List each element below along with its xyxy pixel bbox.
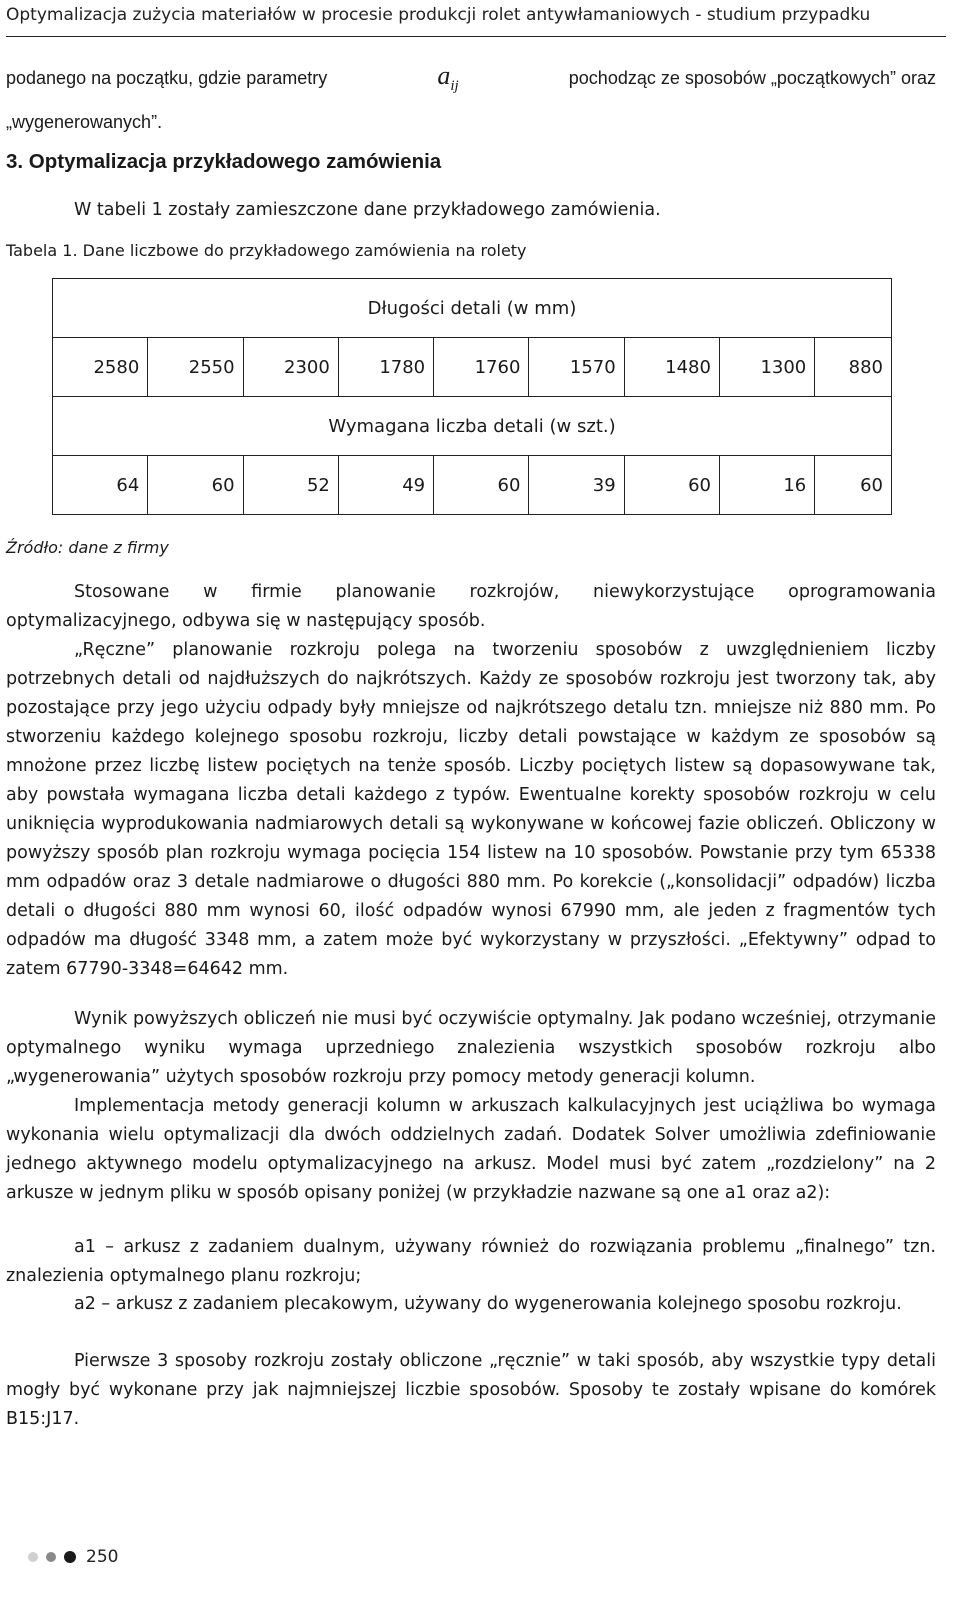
length-cell: 1780 xyxy=(338,338,433,397)
table-row-quantities xyxy=(53,456,892,515)
paragraph-first-patterns: Pierwsze 3 sposoby rozkroju zostały obliczone „ręcznie” w taki sposób, aby wszystkie typy detali mogły być wykonane przy jak najmniejszej liczbie sposobów. Sposoby te zostały wpisane do komórek B15:J17. xyxy=(6,1351,936,1429)
symbol-base: a xyxy=(437,61,451,90)
paragraph-table-intro: W tabeli 1 zostały zamieszczone dane przykładowego zamówienia. xyxy=(74,200,661,220)
intro-after-part1: pochodząc ze sposobów „początkowych” oraz xyxy=(568,68,936,88)
intro-sentence xyxy=(6,62,936,136)
running-header-text: Optymalizacja zużycia materiałów w procesie produkcji rolet antywłamaniowych - studium przypadku xyxy=(6,5,871,25)
table-row-header-quantities xyxy=(53,397,892,456)
quantity-cell: 39 xyxy=(529,456,624,515)
symbol-aij xyxy=(437,62,458,100)
quantity-cell: 64 xyxy=(53,456,148,515)
section-heading: 3. Optymalizacja przykładowego zamówienia xyxy=(6,150,442,173)
quantity-cell: 52 xyxy=(243,456,338,515)
page-footer xyxy=(28,1545,118,1569)
length-cell: 2300 xyxy=(243,338,338,397)
length-cell: 1570 xyxy=(529,338,624,397)
paragraph-implementation: Implementacja metody generacji kolumn w arkuszach kalkulacyjnych jest uciążliwa bo wymaga wykonania wielu optymalizacji dla dwóch oddzielnych zadań. Dodatek Solver umożliwia zdefiniowanie jednego aktywnego modelu optymalizacyjnego na arkusz. Model musi być zatem „rozdzielony” na 2 arkusze w jednym pliku w sposób opisany poniżej (w przykładzie nazwane są one a1 oraz a2): xyxy=(6,1096,936,1203)
table-source: Źródło: dane z firmy xyxy=(6,538,169,557)
symbol-sub: ij xyxy=(450,78,459,95)
running-header xyxy=(6,2,946,37)
quantity-cell: 60 xyxy=(148,456,243,515)
quantity-cell: 60 xyxy=(434,456,529,515)
intro-before: podanego na początku, gdzie parametry xyxy=(6,68,328,88)
paragraph-sheet-a2: a2 – arkusz z zadaniem plecakowym, używany do wygenerowania kolejnego sposobu rozkroju. xyxy=(74,1294,902,1314)
quantity-cell: 60 xyxy=(815,456,892,515)
footer-dot-medium xyxy=(46,1552,56,1562)
length-cell: 1480 xyxy=(624,338,719,397)
data-table xyxy=(52,278,892,515)
quantity-cell: 49 xyxy=(338,456,433,515)
page-number: 250 xyxy=(86,1547,119,1567)
paragraph-manual-planning: „Ręczne” planowanie rozkroju polega na tworzeniu sposobów z uwzględnieniem liczby potrzebnych detali od najdłuższych do najkrótszych. Każdy ze sposobów rozkroju jest tworzony tak, aby pozostające przy jego użyciu odpady były mniejsze od najkrótszego detalu tzn. mniejsze niż 880 mm. Po stworzeniu każdego kolejnego sposobu rozkroju, liczby detali powstające w każdym ze sposobów są mnożone przez liczbę listew pociętych na tenże sposób. Liczby pociętych listew są dopasowywane tak, aby powstała wymagana liczba detali każdego z typów. Ewentualne korekty sposobów rozkroju w celu uniknięcia wyprodukowania nadmiarowych detali są wykonywane w końcowej fazie obliczeń. Obliczony w powyższy sposób plan rozkroju wymaga pocięcia 154 listew na 10 sposobów. Powstanie przy tym 65338 mm odpadów oraz 3 detale nadmiarowe o długości 880 mm. Po korekcie („konsolidacji” odpadów) liczba detali o długości 880 mm wynosi 60, ilość odpadów wynosi 67990 mm, ale jeden z fragmentów tych odpadów ma długość 3348 mm, a zatem może być wykorzystany w przyszłości. „Efektywny” odpad to zatem 67790-3348=64642 mm. xyxy=(6,640,936,979)
intro-after-part2: „wygenerowanych”. xyxy=(6,112,163,133)
table-row-lengths xyxy=(53,338,892,397)
paragraph-sheet-a1: a1 – arkusz z zadaniem dualnym, używany również do rozwiązania problemu „finalnego” tzn. znalezienia optymalnego planu rozkroju; xyxy=(6,1237,936,1286)
header-lengths: Długości detali (w mm) xyxy=(53,279,892,338)
footer-dot-light xyxy=(28,1552,38,1562)
intro-line-1 xyxy=(6,62,936,100)
length-cell: 2550 xyxy=(148,338,243,397)
table-row-header-lengths xyxy=(53,279,892,338)
paragraph-result: Wynik powyższych obliczeń nie musi być oczywiście optymalny. Jak podano wcześniej, otrzymanie optymalnego wyniku wymaga uprzedniego znalezienia wszystkich sposobów rozkroju albo „wygenerowania” użytych sposobów rozkroju przy pomocy metody generacji kolumn. xyxy=(6,1009,936,1087)
quantity-cell: 60 xyxy=(624,456,719,515)
footer-dot-dark xyxy=(64,1551,76,1563)
length-cell: 1760 xyxy=(434,338,529,397)
table-caption: Tabela 1. Dane liczbowe do przykładowego zamówienia na rolety xyxy=(6,241,527,260)
quantity-cell: 16 xyxy=(719,456,814,515)
paragraph-method-intro: Stosowane w firmie planowanie rozkrojów, niewykorzystujące oprogramowania optymalizacyjnego, odbywa się w następujący sposób. xyxy=(6,582,936,631)
length-cell: 880 xyxy=(815,338,892,397)
length-cell: 1300 xyxy=(719,338,814,397)
length-cell: 2580 xyxy=(53,338,148,397)
header-quantities: Wymagana liczba detali (w szt.) xyxy=(53,397,892,456)
